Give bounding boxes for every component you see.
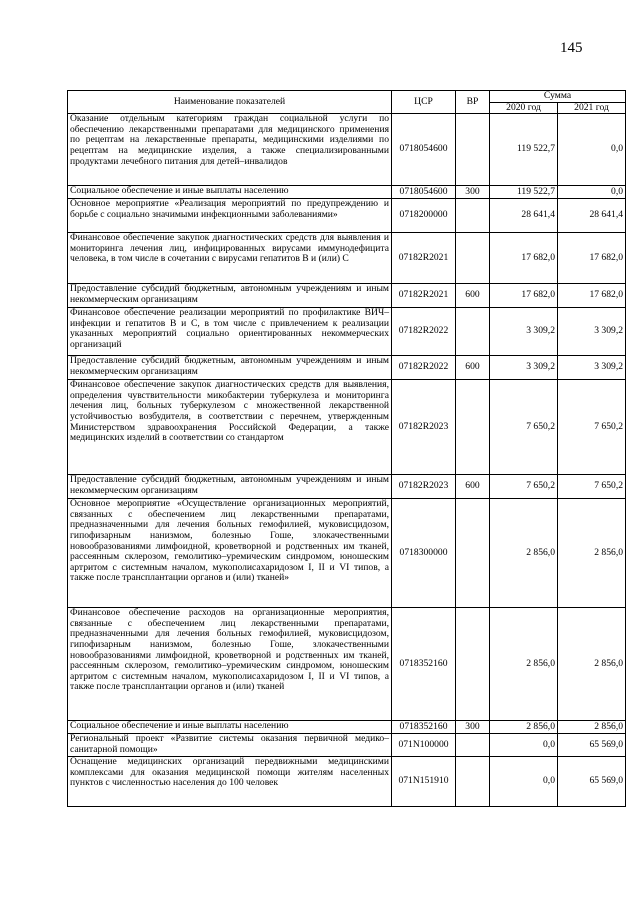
row-sum-2020: 3 309,2 — [490, 308, 558, 356]
row-name: Социальное обеспечение и иные выплаты населению — [68, 186, 392, 199]
row-sum-2021: 65 569,0 — [558, 757, 626, 807]
header-name: Наименование показателей — [68, 91, 392, 114]
row-vr — [456, 114, 490, 186]
row-name: Финансовое обеспечение закупок диагностических средств для выявления, определения чувствительности микобактерии туберкулеза и мониторинга лечения лиц, больных туберкулезом с множественной лекарственной устойчивостью возбудителя, в соответствии с перечнем, утвержденным Министерством здравоохранения Российской Федерации, а также медицинских изделий в соответствии со стандартом — [68, 380, 392, 475]
row-sum-2020: 0,0 — [490, 757, 558, 807]
table-row — [68, 233, 626, 284]
row-csr: 0718352160 — [392, 721, 456, 734]
row-vr — [456, 734, 490, 757]
row-name: Оснащение медицинских организаций передвижными медицинскими комплексами для оказания медицинской помощи жителям населенных пунктов с численностью населения до 100 человек — [68, 757, 392, 807]
row-sum-2021: 0,0 — [558, 114, 626, 186]
header-sum: Сумма — [490, 91, 626, 103]
row-vr: 300 — [456, 186, 490, 199]
row-csr: 0718054600 — [392, 114, 456, 186]
row-vr — [456, 499, 490, 608]
row-vr: 600 — [456, 475, 490, 499]
row-sum-2021: 17 682,0 — [558, 233, 626, 284]
table-row — [68, 608, 626, 721]
table-row — [68, 499, 626, 608]
row-csr: 07182R2022 — [392, 356, 456, 380]
row-sum-2020: 2 856,0 — [490, 721, 558, 734]
table-row — [68, 308, 626, 356]
row-name: Предоставление субсидий бюджетным, автономным учреждениям и иным некоммерческим организациям — [68, 475, 392, 499]
row-vr — [456, 308, 490, 356]
row-csr: 0718200000 — [392, 199, 456, 233]
row-sum-2020: 7 650,2 — [490, 475, 558, 499]
row-name: Предоставление субсидий бюджетным, автономным учреждениям и иным некоммерческим организациям — [68, 284, 392, 308]
row-sum-2021: 3 309,2 — [558, 308, 626, 356]
table-row — [68, 475, 626, 499]
table-row — [68, 114, 626, 186]
row-sum-2021: 2 856,0 — [558, 608, 626, 721]
row-csr: 07182R2022 — [392, 308, 456, 356]
table-row — [68, 356, 626, 380]
row-vr: 300 — [456, 721, 490, 734]
row-name: Финансовое обеспечение расходов на организационные мероприятия, связанные с обеспечением лиц лекарственными препаратами, предназначенными для лечения больных гемофилией, муковисцидозом, гипофизарным нанизмом, болезнью Гоше, злокачественными новообразованиями лимфоидной, кроветворной и родственных им тканей, рассеянным склерозом, гемолитико–уремическим синдромом, юношеским артритом с системным началом, мукополисахаридозом I, II и VI типов, а также после трансплантации органов и (или) тканей — [68, 608, 392, 721]
table-row — [68, 284, 626, 308]
row-vr — [456, 199, 490, 233]
row-csr: 07182R2023 — [392, 380, 456, 475]
row-name: Оказание отдельным категориям граждан социальной услуги по обеспечению лекарственными препаратами для медицинского применения по рецептам на лекарственные препараты, медицинскими изделиями по рецептам на медицинские изделия, а также специализированными продуктами лечебного питания для детей–инвалидов — [68, 114, 392, 186]
row-name: Социальное обеспечение и иные выплаты населению — [68, 721, 392, 734]
row-sum-2021: 17 682,0 — [558, 284, 626, 308]
row-sum-2021: 2 856,0 — [558, 721, 626, 734]
row-csr: 0718352160 — [392, 608, 456, 721]
row-name: Финансовое обеспечение закупок диагностических средств для выявления и мониторинга лечения лиц, инфицированных вирусами иммунодефицита человека, в том числе в сочетании с вирусами гепатитов В и (или) С — [68, 233, 392, 284]
row-csr: 0718300000 — [392, 499, 456, 608]
row-name: Основное мероприятие «Осуществление организационных мероприятий, связанных с обеспечением лиц лекарственными препаратами, предназначенными для лечения больных гемофилией, муковисцидозом, гипофизарным нанизмом, болезнью Гоше, злокачественными новообразованиями лимфоидной, кроветворной и родственных им тканей, рассеянным склерозом, гемолитико–уремическим синдромом, юношеским артритом с системным началом, мукополисахаридозом I, II и VI типов, а также после трансплантации органов и (или) тканей» — [68, 499, 392, 608]
row-vr: 600 — [456, 284, 490, 308]
budget-table — [67, 90, 626, 807]
header-csr: ЦСР — [392, 91, 456, 114]
row-sum-2020: 2 856,0 — [490, 608, 558, 721]
row-csr: 071N100000 — [392, 734, 456, 757]
row-sum-2021: 7 650,2 — [558, 380, 626, 475]
row-sum-2021: 2 856,0 — [558, 499, 626, 608]
table-row — [68, 757, 626, 807]
row-sum-2020: 17 682,0 — [490, 233, 558, 284]
row-csr: 07182R2021 — [392, 233, 456, 284]
row-csr: 07182R2023 — [392, 475, 456, 499]
row-name: Региональный проект «Развитие системы оказания первичной медико–санитарной помощи» — [68, 734, 392, 757]
row-sum-2020: 2 856,0 — [490, 499, 558, 608]
row-sum-2020: 17 682,0 — [490, 284, 558, 308]
row-csr: 0718054600 — [392, 186, 456, 199]
table-row — [68, 734, 626, 757]
row-name: Финансовое обеспечение реализации мероприятий по профилактике ВИЧ–инфекции и гепатитов В и С, в том числе с привлечением к реализации указанных мероприятий социально ориентированных некоммерческих организаций — [68, 308, 392, 356]
row-sum-2021: 65 569,0 — [558, 734, 626, 757]
row-sum-2020: 119 522,7 — [490, 114, 558, 186]
row-name: Основное мероприятие «Реализация мероприятий по предупреждению и борьбе с социально значимыми инфекционными заболеваниями» — [68, 199, 392, 233]
header-vr: ВР — [456, 91, 490, 114]
row-sum-2020: 119 522,7 — [490, 186, 558, 199]
row-sum-2020: 28 641,4 — [490, 199, 558, 233]
row-csr: 07182R2021 — [392, 284, 456, 308]
row-vr — [456, 608, 490, 721]
table-row — [68, 380, 626, 475]
row-vr: 600 — [456, 356, 490, 380]
row-sum-2021: 3 309,2 — [558, 356, 626, 380]
row-vr — [456, 757, 490, 807]
row-sum-2020: 0,0 — [490, 734, 558, 757]
table-row — [68, 199, 626, 233]
row-sum-2020: 7 650,2 — [490, 380, 558, 475]
table-row — [68, 186, 626, 199]
row-sum-2021: 7 650,2 — [558, 475, 626, 499]
row-sum-2021: 0,0 — [558, 186, 626, 199]
row-vr — [456, 233, 490, 284]
row-vr — [456, 380, 490, 475]
row-csr: 071N151910 — [392, 757, 456, 807]
header-year-2021: 2021 год — [558, 102, 626, 114]
page-number: 145 — [560, 40, 583, 56]
row-name: Предоставление субсидий бюджетным, автономным учреждениям и иным некоммерческим организациям — [68, 356, 392, 380]
header-year-2020: 2020 год — [490, 102, 558, 114]
row-sum-2021: 28 641,4 — [558, 199, 626, 233]
table-row — [68, 721, 626, 734]
row-sum-2020: 3 309,2 — [490, 356, 558, 380]
